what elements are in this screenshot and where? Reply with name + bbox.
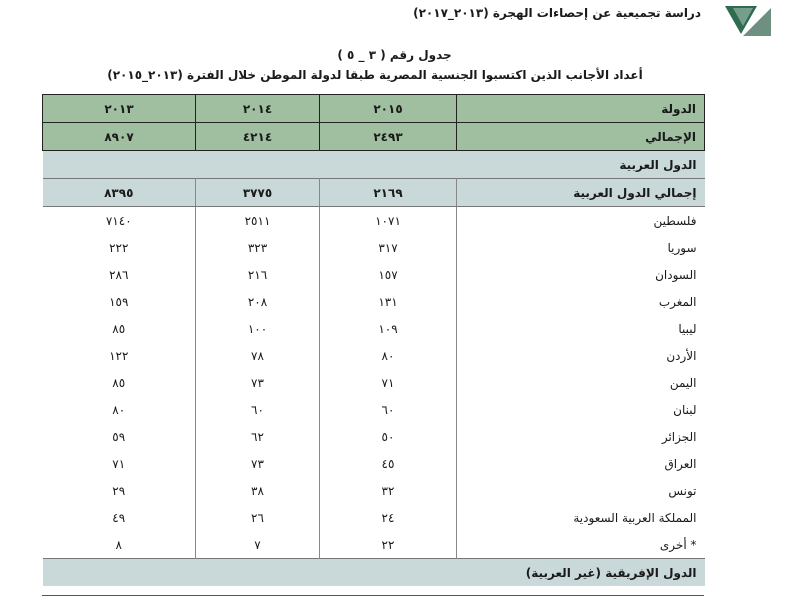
- row-country: فلسطين: [457, 207, 705, 235]
- row-country: السودان: [457, 261, 705, 288]
- cell-2013: ١٢٢: [43, 342, 196, 369]
- arab-total-2014: ٣٧٧٥: [196, 179, 320, 207]
- table-header-row: [43, 95, 705, 123]
- african-section-row: [43, 559, 705, 587]
- row-country: ليبيا: [457, 315, 705, 342]
- total-2015: ٢٤٩٣: [320, 123, 457, 151]
- cell-2014: ٦٠: [196, 396, 320, 423]
- table-row: [43, 234, 705, 261]
- table-row: [43, 477, 705, 504]
- cell-2013: ٧١٤٠: [43, 207, 196, 235]
- cell-2013: ٨: [43, 531, 196, 559]
- table-row: [43, 396, 705, 423]
- cell-2014: ٢١٦: [196, 261, 320, 288]
- table-bottom-border: [42, 595, 704, 596]
- table-row: [43, 369, 705, 396]
- total-row: [43, 123, 705, 151]
- cell-2015: ٤٥: [320, 450, 457, 477]
- cell-2013: ٨٥: [43, 369, 196, 396]
- cell-2015: ٣٢: [320, 477, 457, 504]
- row-country: المملكة العربية السعودية: [457, 504, 705, 531]
- cell-2014: ٣٢٣: [196, 234, 320, 261]
- cell-2013: ٤٩: [43, 504, 196, 531]
- table-row: [43, 207, 705, 235]
- cell-2015: ٢٢: [320, 531, 457, 559]
- total-label: الإجمالي: [457, 123, 705, 151]
- cell-2013: ٨٥: [43, 315, 196, 342]
- cell-2014: ٧: [196, 531, 320, 559]
- row-country: الأردن: [457, 342, 705, 369]
- row-country: تونس: [457, 477, 705, 504]
- cell-2014: ٣٨: [196, 477, 320, 504]
- cell-2014: ٦٢: [196, 423, 320, 450]
- total-2013: ٨٩٠٧: [43, 123, 196, 151]
- col-2015: ٢٠١٥: [320, 95, 457, 123]
- table-title: أعداد الأجانب الذين اكتسبوا الجنسية المصرية طبقا لدولة الموطن خلال الفترة (٢٠١٣_٢٠١٥): [107, 68, 643, 82]
- col-country: الدولة: [457, 95, 705, 123]
- table-row: [43, 423, 705, 450]
- table-row: [43, 315, 705, 342]
- cell-2015: ١٣١: [320, 288, 457, 315]
- cell-2013: ٨٠: [43, 396, 196, 423]
- row-country: سوريا: [457, 234, 705, 261]
- cell-2013: ٥٩: [43, 423, 196, 450]
- cell-2013: ٢٩: [43, 477, 196, 504]
- naturalization-table: [42, 94, 705, 586]
- cell-2015: ٧١: [320, 369, 457, 396]
- cell-2015: ٣١٧: [320, 234, 457, 261]
- cell-2014: ٢٥١١: [196, 207, 320, 235]
- arab-total-2013: ٨٣٩٥: [43, 179, 196, 207]
- total-2014: ٤٢١٤: [196, 123, 320, 151]
- row-country: المغرب: [457, 288, 705, 315]
- table-row: [43, 342, 705, 369]
- cell-2015: ٨٠: [320, 342, 457, 369]
- row-country: العراق: [457, 450, 705, 477]
- cell-2014: ٧٣: [196, 369, 320, 396]
- cell-2014: ٢٦: [196, 504, 320, 531]
- cell-2014: ١٠٠: [196, 315, 320, 342]
- cell-2013: ٢٨٦: [43, 261, 196, 288]
- arab-total-2015: ٢١٦٩: [320, 179, 457, 207]
- col-2014: ٢٠١٤: [196, 95, 320, 123]
- table-row: [43, 450, 705, 477]
- cell-2015: ١٥٧: [320, 261, 457, 288]
- col-2013: ٢٠١٣: [43, 95, 196, 123]
- cell-2015: ١٠٧١: [320, 207, 457, 235]
- row-country: لبنان: [457, 396, 705, 423]
- cell-2015: ٦٠: [320, 396, 457, 423]
- cell-2015: ٥٠: [320, 423, 457, 450]
- document-header-title: دراسة تجميعية عن إحصاءات الهجرة (٢٠١٣_٢٠١٧): [413, 6, 701, 20]
- arab-total-label: إجمالي الدول العربية: [457, 179, 705, 207]
- cell-2014: ٧٣: [196, 450, 320, 477]
- cell-2013: ٢٢٢: [43, 234, 196, 261]
- logo-icon: [723, 4, 773, 38]
- cell-2013: ١٥٩: [43, 288, 196, 315]
- african-section-label: الدول الإفريقية (غير العربية): [43, 559, 705, 587]
- table-number: جدول رقم ( ٣ _ ٥ ): [337, 48, 452, 62]
- table-row: [43, 531, 705, 559]
- cell-2015: ٢٤: [320, 504, 457, 531]
- row-country: * أخرى: [457, 531, 705, 559]
- cell-2013: ٧١: [43, 450, 196, 477]
- cell-2014: ٢٠٨: [196, 288, 320, 315]
- arab-total-row: [43, 179, 705, 207]
- cell-2014: ٧٨: [196, 342, 320, 369]
- row-country: اليمن: [457, 369, 705, 396]
- cell-2015: ١٠٩: [320, 315, 457, 342]
- table-row: [43, 288, 705, 315]
- row-country: الجزائر: [457, 423, 705, 450]
- arab-section-row: [43, 151, 705, 179]
- table-row: [43, 504, 705, 531]
- table-row: [43, 261, 705, 288]
- arab-section-label: الدول العربية: [43, 151, 705, 179]
